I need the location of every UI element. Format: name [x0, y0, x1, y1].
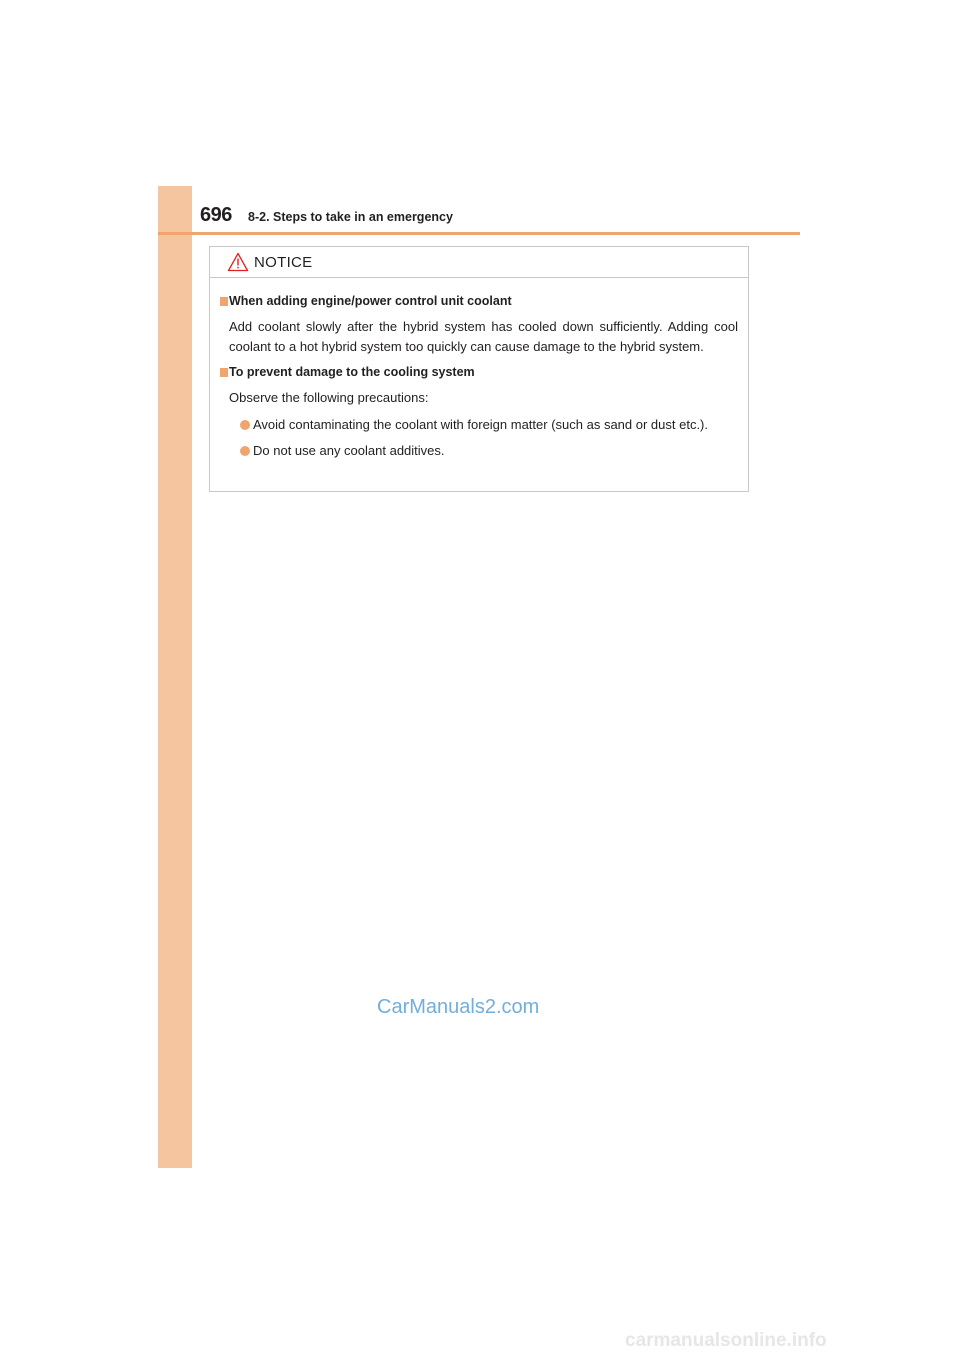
side-color-strip: [158, 186, 192, 1168]
header-divider: [158, 232, 800, 235]
notice-subheading: [220, 292, 738, 311]
subheading-text: When adding engine/power control unit coolant: [229, 294, 512, 308]
section-title: 8-2. Steps to take in an emergency: [248, 210, 453, 224]
footer-watermark: carmanualsonline.info: [625, 1330, 827, 1351]
page-number: 696: [200, 204, 232, 226]
notice-body: [210, 278, 748, 460]
notice-paragraph: Add coolant slowly after the hybrid system has cooled down sufficiently. Adding cool coolant to a hot hybrid system too quickly can cause damage to the hybrid system.: [229, 319, 738, 354]
square-bullet-icon: [220, 297, 228, 306]
circle-bullet-icon: [240, 420, 250, 430]
circle-bullet-icon: [240, 446, 250, 456]
warning-triangle-icon: [227, 252, 249, 272]
square-bullet-icon: [220, 368, 228, 377]
list-item: [240, 415, 738, 434]
subheading-text: To prevent damage to the cooling system: [229, 365, 475, 379]
page-header: [200, 200, 800, 232]
list-item: [240, 441, 738, 460]
notice-title: NOTICE: [254, 254, 313, 271]
notice-header: [210, 247, 748, 278]
notice-box: [209, 246, 749, 492]
list-item-text: Do not use any coolant additives.: [253, 442, 445, 458]
notice-paragraph: Observe the following precautions:: [229, 390, 429, 405]
watermark-link[interactable]: CarManuals2.com: [377, 996, 540, 1018]
list-item-text: Avoid contaminating the coolant with foreign matter (such as sand or dust etc.).: [253, 416, 708, 432]
notice-subheading: [220, 363, 738, 382]
